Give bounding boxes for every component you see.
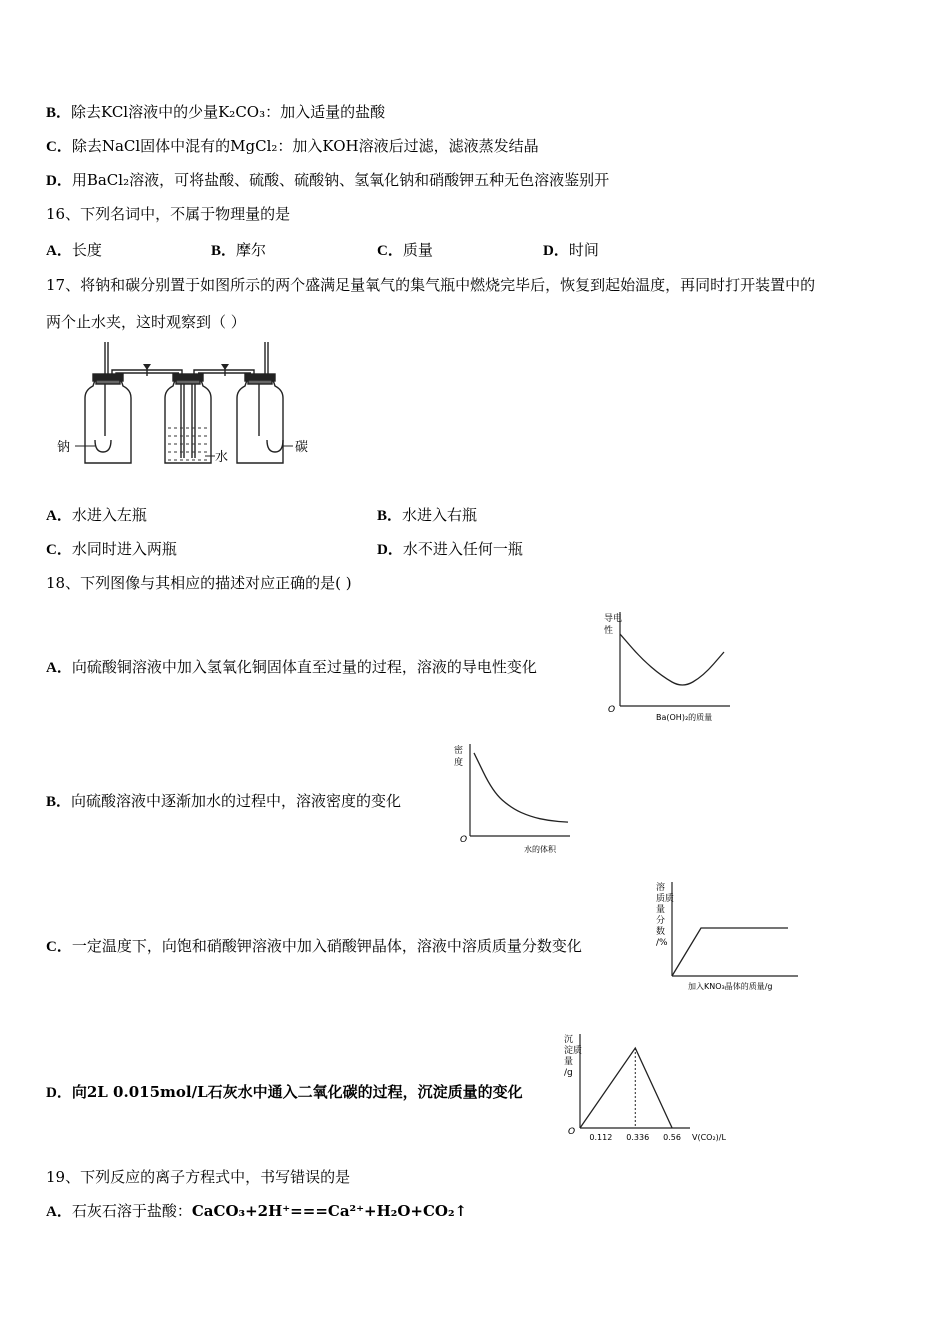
y-axis-label-6: /% [656,938,668,948]
q17-stem-line2: 两个止水夹，这时观察到（ ） [46,313,246,331]
option-label: D． [543,243,569,259]
q16-option-a [46,240,102,261]
option-label: A． [46,508,72,524]
option-text: 水不进入任何一瓶 [402,540,523,558]
option-text: 质量 [402,241,433,259]
option-label: A． [46,243,72,259]
q16-option-c [377,240,433,261]
option-text: 长度 [71,241,102,259]
origin-label: O [460,835,468,845]
q16-option-b [211,240,266,261]
q19-stem: 19、下列反应的离子方程式中，书写错误的是 [46,1168,351,1186]
option-text: 一定温度下，向饱和硝酸钾溶液中加入硝酸钾晶体，溶液中溶质质量分数变化 [71,937,582,955]
option-label: A． [46,660,72,676]
y-axis-label-3: 量 [656,905,666,915]
option-label: A． [46,1204,72,1220]
chart-c-mass-fraction [648,878,808,998]
q18-option-a [46,657,537,678]
q16-option-d [543,240,599,261]
chart-d-precipitate [558,1030,738,1145]
x-tick-label: 0.112 [589,1133,613,1142]
option-label: D． [377,542,403,558]
option-text: 水进入右瓶 [402,506,478,524]
y-axis-label-2: 质质 [656,894,675,904]
option-text: 除去KCl溶液中的少量K₂CO₃：加入适量的盐酸 [71,103,386,121]
option-label: B． [211,243,237,259]
option-label: B． [46,105,72,121]
q17-option-a [46,505,147,526]
option-label: D． [46,1085,72,1101]
x-tick-label: 0.336 [626,1133,650,1142]
option-text: 石灰石溶于盐酸： [71,1202,192,1220]
q18-stem: 18、下列图像与其相应的描述对应正确的是( ) [46,574,352,592]
option-text: 时间 [568,241,599,259]
option-text: 除去NaCl固体中混有的MgCl₂：加入KOH溶液后过滤，滤液蒸发结晶 [71,137,539,155]
option-label: C． [377,243,403,259]
q15-option-b [46,102,385,123]
q17-stem-line1: 17、将钠和碳分别置于如图所示的两个盛满足量氧气的集气瓶中燃烧完毕后，恢复到起始温度，再同时打开装置中的 [46,276,816,294]
option-label: D． [46,173,72,189]
option-text: 水进入左瓶 [71,506,147,524]
mass-fraction-curve [672,928,788,976]
x-axis-label: 加入KNO₃晶体的质量/g [688,982,773,991]
option-label: C． [46,139,72,155]
option-label: C． [46,939,72,955]
q17-option-d [377,539,523,560]
y-axis-label-2: 淀质 [564,1046,583,1056]
option-text: 向2L 0.015mol/L石灰水中通入二氧化碳的过程，沉淀质量的变化 [71,1083,523,1101]
q18-option-d [46,1082,523,1103]
option-label: B． [46,794,72,810]
q17-apparatus-figure [55,340,325,472]
chart-b-density [452,740,582,858]
y-axis-label-5: 数 [656,927,666,937]
conductivity-curve [620,634,724,685]
q15-option-d [46,170,609,191]
y-axis-label-4: /g [564,1068,573,1078]
option-text: 水同时进入两瓶 [71,540,177,558]
y-axis-label-1: 沉 [564,1035,574,1045]
q17-option-c [46,539,177,560]
y-axis-label-3: 量 [564,1057,574,1067]
y-axis-label-1: 密 [454,746,464,756]
q16-stem: 16、下列名词中，不属于物理量的是 [46,205,291,223]
option-text: 用BaCl₂溶液，可将盐酸、硫酸、硫酸钠、氢氧化钠和硝酸钾五种无色溶液鉴别开 [71,171,610,189]
q17-option-b [377,505,477,526]
option-text: 向硫酸铜溶液中加入氢氧化铜固体直至过量的过程，溶液的导电性变化 [71,658,537,676]
q19-option-a [46,1201,467,1222]
density-curve [474,753,568,822]
carbon-label: 碳 [295,440,309,455]
option-text: 向硫酸溶液中逐渐加水的过程中，溶液密度的变化 [71,792,402,810]
q18-option-b [46,791,401,812]
x-tick-label: 0.56 [663,1133,681,1142]
q15-option-c [46,136,539,157]
x-axis-label: 水的体积 [524,845,556,854]
equation: CaCO₃+2H⁺===Ca²⁺+H₂O+CO₂↑ [191,1202,468,1220]
option-label: B． [377,508,403,524]
precipitate-curve [580,1048,672,1128]
x-axis-label: Ba(OH)₂的质量 [656,713,713,722]
x-axis-label: V(CO₂)/L [692,1133,726,1142]
origin-label: O [608,705,616,715]
origin-label: O [568,1127,576,1137]
y-axis-label-1: 溶 [656,883,666,893]
y-axis-label-1: 导电 [604,614,623,624]
water-label: 水 [215,450,229,465]
q18-option-c [46,936,582,957]
chart-a-conductivity [598,608,738,726]
option-text: 摩尔 [236,241,267,259]
option-label: C． [46,542,72,558]
y-axis-label-4: 分 [656,916,666,926]
y-axis-label-2: 度 [454,758,464,768]
sodium-label: 钠 [57,440,71,455]
y-axis-label-2: 性 [604,626,614,636]
